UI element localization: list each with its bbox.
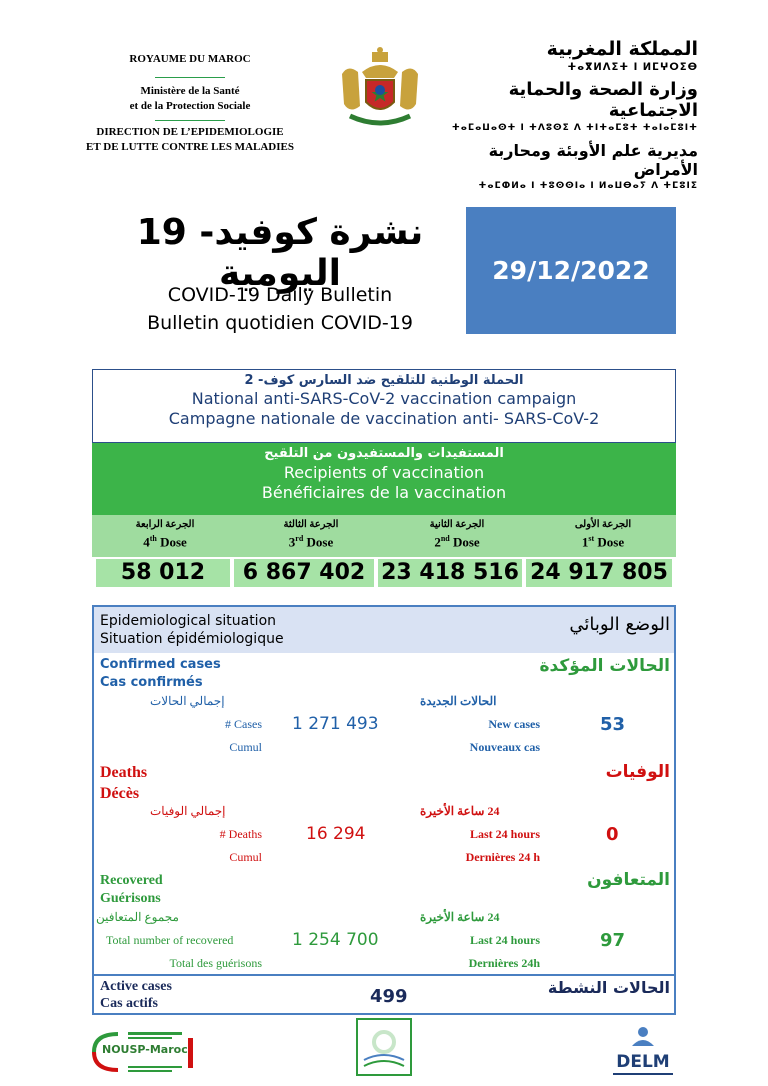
confirmed-total-value: 1 271 493 bbox=[292, 714, 379, 734]
epi-title-ar: الوضع الوبائي bbox=[569, 614, 670, 635]
active-value: 499 bbox=[370, 986, 408, 1007]
divider bbox=[155, 77, 225, 78]
dose-4-value: 58 012 bbox=[96, 559, 230, 587]
deaths-label-ar: الوفيات bbox=[605, 762, 670, 782]
direction-label-fr-2: ET DE LUTTE CONTRE LES MALADIES bbox=[86, 141, 294, 153]
delm-logo bbox=[608, 1026, 678, 1082]
confirmed-total-labels bbox=[150, 690, 262, 759]
ministry-label-fr-2: et de la Protection Sociale bbox=[129, 100, 251, 112]
active-label-ar: الحالات النشطة bbox=[547, 978, 670, 997]
epi-title-en: Epidemiological situation bbox=[100, 613, 277, 629]
confirmed-total-fr: Cumul bbox=[229, 740, 262, 754]
ministry-label-fr: Ministère de la Santé bbox=[140, 85, 240, 97]
active-label-fr: Cas actifs bbox=[100, 996, 158, 1011]
deaths-total-en: # Deaths bbox=[219, 827, 262, 841]
bulletin-title-ar: نشرة كوفيد- 19 اليومية bbox=[136, 212, 424, 294]
direction-label-tifinagh: ⵜⴰⵎⵀⵍⴰ ⵏ ⵜⵓⵙⵙⵏⴰ ⵏ ⵍⴰⵡⴱⴰⵢ ⴷ ⵜⵎⵓⵏⵉ bbox=[478, 181, 698, 191]
active-label bbox=[100, 978, 172, 1012]
dose-label-1 bbox=[530, 515, 676, 550]
direction-label-ar: مديرية علم الأوبئة ومحاربة الأمراض bbox=[488, 141, 698, 179]
direction-label-fr: DIRECTION DE L’EPIDEMIOLOGIE bbox=[96, 126, 284, 138]
dose-3-value: 6 867 402 bbox=[234, 559, 374, 587]
recovered-new-value: 97 bbox=[600, 930, 626, 951]
dose-label-en: 4th Dose bbox=[143, 534, 187, 550]
kingdom-label-fr: ROYAUME DU MAROC bbox=[129, 53, 251, 65]
deaths-label-en: Deaths bbox=[100, 764, 148, 781]
dose-label-2 bbox=[384, 515, 530, 550]
recovered-new-fr: Dernières 24h bbox=[468, 956, 540, 970]
dose-label-ar: الجرعة الأولى bbox=[574, 519, 632, 530]
campaign-label-ar: الحملة الوطنية للتلقيح ضد السارس كوف- 2 bbox=[244, 373, 524, 388]
ministry-label-ar: وزارة الصحة والحماية الاجتماعية bbox=[508, 79, 698, 121]
delm-logo-text: DELM bbox=[616, 1052, 670, 1072]
divider bbox=[155, 120, 225, 121]
deaths-label bbox=[100, 762, 147, 804]
center-emblem-icon bbox=[356, 1018, 412, 1076]
campaign-label-en: National anti-SARS-CoV-2 vaccination campaign bbox=[191, 389, 577, 408]
bulletin-title-fr: Bulletin quotidien COVID-19 bbox=[147, 312, 413, 334]
dose-label-4 bbox=[92, 515, 238, 550]
deaths-new-value: 0 bbox=[606, 824, 619, 845]
campaign-label-fr: Campagne nationale de vaccination anti- SARS-CoV-2 bbox=[168, 409, 600, 428]
delm-logo-underline bbox=[613, 1073, 673, 1075]
confirmed-new-labels bbox=[420, 690, 540, 759]
epi-title-fr: Situation épidémiologique bbox=[100, 631, 284, 647]
dose-label-en: 2nd Dose bbox=[434, 534, 480, 550]
confirmed-label-ar: الحالات المؤكدة bbox=[539, 656, 670, 676]
confirmed-new-en: New cases bbox=[488, 717, 540, 731]
dose-label-ar: الجرعة الرابعة bbox=[135, 519, 195, 530]
recipients-header bbox=[92, 443, 676, 515]
confirmed-new-ar: الحالات الجديدة bbox=[420, 694, 497, 708]
dose-labels-row bbox=[92, 515, 676, 557]
recovered-new-en: Last 24 hours bbox=[469, 933, 540, 947]
dose-label-ar: الجرعة الثانية bbox=[429, 519, 485, 530]
dose-1-value: 24 917 805 bbox=[526, 559, 672, 587]
dose-label-ar: الجرعة الثالثة bbox=[283, 519, 339, 530]
deaths-new-labels bbox=[420, 800, 540, 869]
kingdom-label-tifinagh: ⵜⴰⴳⵍⴷⵉⵜ ⵏ ⵍⵎⵖⵔⵉⴱ bbox=[567, 62, 698, 73]
active-label-en: Active cases bbox=[100, 979, 172, 994]
deaths-new-en: Last 24 hours bbox=[469, 827, 540, 841]
dose-values-row bbox=[92, 557, 676, 589]
deaths-total-ar: إجمالي الوفيات bbox=[150, 804, 226, 818]
royal-coat-of-arms-icon bbox=[332, 44, 428, 134]
active-divider bbox=[94, 974, 674, 976]
confirmed-total-en: # Cases bbox=[225, 717, 262, 731]
deaths-new-fr: Dernières 24 h bbox=[465, 850, 540, 864]
dose-label-en: 3rd Dose bbox=[288, 534, 334, 550]
ministry-header-right bbox=[438, 38, 698, 191]
dose-label-3 bbox=[238, 515, 384, 550]
recovered-total-ar: مجموع المتعافين bbox=[96, 910, 179, 924]
ministry-header-left bbox=[60, 52, 320, 155]
recipients-label-ar: المستفيدات والمستفيدون من التلقيح bbox=[264, 446, 504, 461]
epi-title bbox=[100, 612, 284, 648]
dose-label-en: 1st Dose bbox=[581, 534, 625, 550]
recovered-new-ar: 24 ساعة الأخيرة bbox=[420, 910, 500, 924]
bulletin-date: 29/12/2022 bbox=[466, 207, 676, 334]
nousp-logo-text: NOUSP-Maroc bbox=[102, 1043, 188, 1056]
recovered-label-en: Recovered bbox=[100, 873, 163, 888]
deaths-label-fr: Décès bbox=[100, 785, 140, 802]
deaths-total-fr: Cumul bbox=[229, 850, 262, 864]
recipients-label-fr: Bénéficiaires de la vaccination bbox=[261, 483, 507, 502]
confirmed-total-ar: إجمالي الحالات bbox=[150, 694, 225, 708]
ministry-label-tifinagh: ⵜⴰⵎⴰⵡⴰⵙⵜ ⵏ ⵜⴷⵓⵙⵉ ⴷ ⵜⵏⵜⴰⵎⵓⵜ ⵜⴰⵏⴰⵎⵓⵏⵜ bbox=[451, 123, 698, 133]
recovered-label bbox=[100, 872, 163, 908]
confirmed-label bbox=[100, 656, 221, 692]
deaths-new-ar: 24 ساعة الأخيرة bbox=[420, 804, 500, 818]
confirmed-label-en: Confirmed cases bbox=[100, 657, 221, 672]
confirmed-new-fr: Nouveaux cas bbox=[469, 740, 540, 754]
deaths-total-labels bbox=[150, 800, 262, 869]
recovered-total-en: Total number of recovered bbox=[106, 933, 234, 947]
vaccination-campaign-header bbox=[92, 369, 676, 443]
recovered-label-ar: المتعافون bbox=[587, 870, 670, 890]
recovered-total-fr: Total des guérisons bbox=[169, 956, 262, 970]
confirmed-label-fr: Cas confirmés bbox=[100, 675, 203, 690]
nousp-logo bbox=[88, 1028, 198, 1076]
recovered-total-value: 1 254 700 bbox=[292, 930, 379, 950]
dose-2-value: 23 418 516 bbox=[378, 559, 522, 587]
recovered-label-fr: Guérisons bbox=[100, 891, 161, 906]
recipients-label-en: Recipients of vaccination bbox=[283, 463, 485, 482]
deaths-total-value: 16 294 bbox=[306, 824, 366, 844]
confirmed-new-value: 53 bbox=[600, 714, 626, 735]
recovered-new-labels bbox=[420, 906, 540, 975]
bulletin-title-en: COVID-19 Daily Bulletin bbox=[167, 284, 393, 306]
kingdom-label-ar: المملكة المغربية bbox=[546, 38, 698, 60]
recovered-total-labels bbox=[96, 906, 262, 975]
